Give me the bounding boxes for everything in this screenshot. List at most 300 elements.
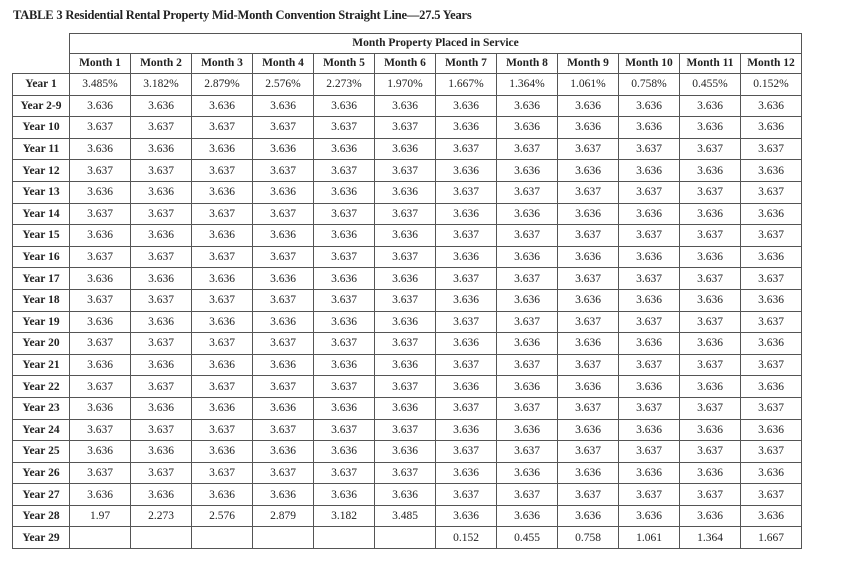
table-cell: 3.636 <box>314 397 375 419</box>
table-cell: 3.636 <box>497 95 558 117</box>
table-cell: 3.637 <box>253 462 314 484</box>
table-cell: 3.637 <box>375 246 436 268</box>
column-header: Month 5 <box>314 54 375 74</box>
table-cell: 3.636 <box>314 311 375 333</box>
table-cell: 3.485 <box>375 505 436 527</box>
row-label: Year 25 <box>13 441 70 463</box>
row-label: Year 17 <box>13 268 70 290</box>
table-cell: 3.637 <box>558 268 619 290</box>
table-row <box>13 225 802 247</box>
table-cell: 3.637 <box>619 484 680 506</box>
table-cell: 3.636 <box>253 268 314 290</box>
row-label: Year 27 <box>13 484 70 506</box>
table-cell: 3.636 <box>70 181 131 203</box>
table-cell: 0.152 <box>436 527 497 549</box>
table-cell: 3.637 <box>558 181 619 203</box>
row-label: Year 18 <box>13 289 70 311</box>
table-cell: 3.636 <box>680 505 741 527</box>
table-cell: 1.364 <box>680 527 741 549</box>
table-cell <box>314 527 375 549</box>
table-cell: 3.636 <box>497 160 558 182</box>
table-cell: 3.636 <box>741 505 802 527</box>
table-cell: 3.636 <box>375 95 436 117</box>
table-cell: 3.637 <box>70 160 131 182</box>
table-cell: 1.061 <box>619 527 680 549</box>
table-cell: 3.636 <box>192 484 253 506</box>
table-cell: 3.637 <box>436 225 497 247</box>
table-cell: 3.637 <box>497 354 558 376</box>
table-cell: 3.636 <box>436 160 497 182</box>
table-row <box>13 138 802 160</box>
table-cell: 0.455 <box>497 527 558 549</box>
table-cell: 3.636 <box>436 462 497 484</box>
table-cell: 3.485% <box>70 74 131 96</box>
table-cell: 3.636 <box>741 95 802 117</box>
table-row <box>13 376 802 398</box>
table-cell: 3.636 <box>619 203 680 225</box>
table-cell: 3.636 <box>558 160 619 182</box>
table-cell: 3.637 <box>497 181 558 203</box>
table-cell: 3.637 <box>558 138 619 160</box>
table-cell: 2.273% <box>314 74 375 96</box>
table-cell: 3.636 <box>192 225 253 247</box>
table-cell: 3.636 <box>253 311 314 333</box>
table-cell: 3.636 <box>314 441 375 463</box>
table-cell: 3.637 <box>70 246 131 268</box>
table-cell: 3.636 <box>436 376 497 398</box>
table-row <box>13 505 802 527</box>
table-cell: 3.637 <box>558 441 619 463</box>
table-cell: 3.637 <box>680 354 741 376</box>
table-cell: 3.636 <box>70 95 131 117</box>
table-cell: 3.637 <box>375 160 436 182</box>
table-cell: 3.637 <box>436 181 497 203</box>
column-header: Month 9 <box>558 54 619 74</box>
table-cell: 2.879% <box>192 74 253 96</box>
table-cell: 3.636 <box>131 311 192 333</box>
table-cell: 3.637 <box>70 117 131 139</box>
table-cell: 3.636 <box>131 181 192 203</box>
table-cell: 3.636 <box>558 505 619 527</box>
table-cell: 3.637 <box>131 419 192 441</box>
table-cell: 3.637 <box>619 138 680 160</box>
table-cell: 3.637 <box>314 419 375 441</box>
table-cell: 3.637 <box>375 203 436 225</box>
table-cell: 3.637 <box>497 441 558 463</box>
table-cell: 3.636 <box>253 354 314 376</box>
table-cell: 3.637 <box>741 181 802 203</box>
table-cell: 3.637 <box>680 441 741 463</box>
table-cell: 3.636 <box>314 138 375 160</box>
table-cell: 3.636 <box>192 311 253 333</box>
table-cell: 3.636 <box>436 117 497 139</box>
table-cell: 3.636 <box>131 138 192 160</box>
table-cell: 3.636 <box>375 484 436 506</box>
table-row <box>13 117 802 139</box>
table-cell: 3.636 <box>131 354 192 376</box>
table-cell: 3.636 <box>375 268 436 290</box>
table-cell: 3.637 <box>680 225 741 247</box>
table-cell: 3.637 <box>436 268 497 290</box>
table-cell: 3.636 <box>619 505 680 527</box>
table-cell: 3.636 <box>680 95 741 117</box>
table-cell: 3.637 <box>741 484 802 506</box>
table-cell: 3.637 <box>70 289 131 311</box>
row-label: Year 22 <box>13 376 70 398</box>
table-row <box>13 311 802 333</box>
column-header: Month 10 <box>619 54 680 74</box>
table-cell: 3.636 <box>558 246 619 268</box>
table-cell: 3.636 <box>497 376 558 398</box>
column-header: Month 3 <box>192 54 253 74</box>
table-row <box>13 397 802 419</box>
table-cell: 3.637 <box>314 333 375 355</box>
table-cell: 3.636 <box>497 203 558 225</box>
table-body <box>13 74 802 549</box>
row-label: Year 16 <box>13 246 70 268</box>
table-row <box>13 462 802 484</box>
table-cell: 3.637 <box>314 462 375 484</box>
table-cell: 3.636 <box>497 505 558 527</box>
table-cell: 3.636 <box>558 203 619 225</box>
table-cell: 3.636 <box>497 333 558 355</box>
table-cell: 3.637 <box>436 138 497 160</box>
table-cell: 3.637 <box>619 225 680 247</box>
table-cell: 0.152% <box>741 74 802 96</box>
table-cell: 3.636 <box>314 354 375 376</box>
table-cell: 3.636 <box>741 462 802 484</box>
table-cell: 3.636 <box>192 397 253 419</box>
table-cell: 3.636 <box>253 225 314 247</box>
row-label: Year 23 <box>13 397 70 419</box>
table-cell: 3.636 <box>619 376 680 398</box>
row-label: Year 11 <box>13 138 70 160</box>
table-cell: 3.637 <box>253 289 314 311</box>
table-cell <box>375 527 436 549</box>
table-cell: 3.636 <box>741 246 802 268</box>
table-cell <box>131 527 192 549</box>
table-cell: 3.636 <box>558 95 619 117</box>
table-cell: 1.97 <box>70 505 131 527</box>
table-cell: 2.576% <box>253 74 314 96</box>
table-cell: 3.636 <box>680 203 741 225</box>
row-label: Year 19 <box>13 311 70 333</box>
table-cell: 1.667 <box>741 527 802 549</box>
table-cell: 3.637 <box>741 268 802 290</box>
table-cell: 3.636 <box>192 268 253 290</box>
table-cell: 3.636 <box>192 181 253 203</box>
table-cell: 3.636 <box>619 419 680 441</box>
table-cell: 3.637 <box>131 289 192 311</box>
table-cell: 3.636 <box>314 268 375 290</box>
table-cell: 3.636 <box>619 117 680 139</box>
table-cell: 3.637 <box>497 397 558 419</box>
table-cell: 3.637 <box>375 376 436 398</box>
table-cell: 3.636 <box>375 138 436 160</box>
column-header-row <box>13 54 802 74</box>
table-cell: 3.637 <box>436 484 497 506</box>
table-cell: 3.637 <box>436 354 497 376</box>
table-row <box>13 333 802 355</box>
table-cell: 3.637 <box>436 397 497 419</box>
table-cell: 3.636 <box>253 138 314 160</box>
row-label: Year 10 <box>13 117 70 139</box>
table-cell: 3.637 <box>558 484 619 506</box>
table-cell: 3.637 <box>558 397 619 419</box>
table-cell: 3.637 <box>192 289 253 311</box>
table-cell: 1.061% <box>558 74 619 96</box>
table-cell: 3.636 <box>741 333 802 355</box>
table-cell: 3.637 <box>619 181 680 203</box>
table-cell: 3.636 <box>497 246 558 268</box>
table-cell: 3.636 <box>314 95 375 117</box>
table-cell: 3.637 <box>192 160 253 182</box>
table-cell: 3.637 <box>253 376 314 398</box>
table-cell: 3.637 <box>131 376 192 398</box>
table-cell: 3.637 <box>619 397 680 419</box>
table-cell: 3.637 <box>680 268 741 290</box>
table-cell: 3.637 <box>558 354 619 376</box>
table-cell: 3.637 <box>680 181 741 203</box>
table-cell: 3.636 <box>680 246 741 268</box>
table-cell: 3.637 <box>253 117 314 139</box>
table-cell: 3.636 <box>253 95 314 117</box>
table-cell: 3.636 <box>436 203 497 225</box>
table-cell: 3.636 <box>619 160 680 182</box>
row-label: Year 2-9 <box>13 95 70 117</box>
row-label: Year 20 <box>13 333 70 355</box>
table-cell: 3.636 <box>680 462 741 484</box>
table-cell: 3.636 <box>375 225 436 247</box>
table-cell: 3.636 <box>436 246 497 268</box>
table-cell <box>70 527 131 549</box>
row-label: Year 26 <box>13 462 70 484</box>
table-cell: 3.636 <box>131 397 192 419</box>
column-header: Month 2 <box>131 54 192 74</box>
table-cell: 3.636 <box>192 441 253 463</box>
table-cell: 3.636 <box>375 311 436 333</box>
table-cell: 3.636 <box>558 462 619 484</box>
table-cell: 3.636 <box>680 160 741 182</box>
table-cell: 3.637 <box>314 160 375 182</box>
table-cell: 3.636 <box>680 117 741 139</box>
table-cell: 3.636 <box>375 397 436 419</box>
table-cell: 3.636 <box>680 376 741 398</box>
table-cell: 3.636 <box>314 181 375 203</box>
table-cell: 3.636 <box>497 462 558 484</box>
table-cell: 3.636 <box>131 484 192 506</box>
table-cell: 3.637 <box>131 246 192 268</box>
table-cell: 3.637 <box>619 354 680 376</box>
column-header: Month 12 <box>741 54 802 74</box>
table-cell: 3.637 <box>497 268 558 290</box>
row-label: Year 21 <box>13 354 70 376</box>
table-cell: 3.636 <box>70 268 131 290</box>
table-cell: 3.637 <box>375 289 436 311</box>
table-cell: 3.636 <box>619 95 680 117</box>
table-cell: 3.637 <box>70 462 131 484</box>
table-cell: 3.636 <box>497 117 558 139</box>
table-row <box>13 268 802 290</box>
table-cell: 3.637 <box>192 246 253 268</box>
table-cell: 3.636 <box>497 289 558 311</box>
table-cell: 3.636 <box>192 138 253 160</box>
column-header: Month 6 <box>375 54 436 74</box>
table-cell: 3.637 <box>375 462 436 484</box>
table-cell: 3.637 <box>131 160 192 182</box>
table-cell: 3.636 <box>436 95 497 117</box>
table-cell: 3.637 <box>192 419 253 441</box>
table-cell: 3.637 <box>741 354 802 376</box>
table-row <box>13 181 802 203</box>
table-cell: 3.637 <box>70 203 131 225</box>
depreciation-table <box>12 33 802 549</box>
table-cell: 3.637 <box>619 268 680 290</box>
table-cell: 3.637 <box>314 376 375 398</box>
table-cell: 3.182 <box>314 505 375 527</box>
table-row <box>13 419 802 441</box>
table-cell: 3.636 <box>741 203 802 225</box>
table-cell: 3.637 <box>497 138 558 160</box>
table-cell: 3.636 <box>619 333 680 355</box>
table-cell: 3.636 <box>741 117 802 139</box>
table-row <box>13 527 802 549</box>
table-cell: 3.637 <box>619 311 680 333</box>
table-cell: 3.637 <box>314 246 375 268</box>
table-cell: 3.182% <box>131 74 192 96</box>
table-cell: 3.637 <box>741 311 802 333</box>
table-cell: 3.637 <box>741 441 802 463</box>
table-cell: 3.637 <box>680 484 741 506</box>
table-cell: 3.637 <box>192 376 253 398</box>
table-cell: 3.637 <box>70 333 131 355</box>
table-cell: 3.636 <box>436 419 497 441</box>
table-cell: 3.636 <box>70 397 131 419</box>
group-header-row <box>13 34 802 54</box>
table-title: TABLE 3 Residential Rental Property Mid-Month Convention Straight Line—27.5 Years <box>13 8 472 22</box>
table-cell: 3.636 <box>192 95 253 117</box>
table-cell: 3.636 <box>558 376 619 398</box>
group-header: Month Property Placed in Service <box>70 34 802 54</box>
table-cell: 3.636 <box>619 246 680 268</box>
table-cell: 3.636 <box>680 333 741 355</box>
table-cell: 3.637 <box>375 419 436 441</box>
table-cell: 3.636 <box>70 225 131 247</box>
table-cell: 3.637 <box>619 441 680 463</box>
row-label: Year 13 <box>13 181 70 203</box>
table-cell: 3.637 <box>192 117 253 139</box>
table-cell: 3.636 <box>741 376 802 398</box>
table-cell: 3.636 <box>131 225 192 247</box>
table-cell: 3.636 <box>619 462 680 484</box>
table-row <box>13 289 802 311</box>
table-cell: 0.758 <box>558 527 619 549</box>
column-header: Month 11 <box>680 54 741 74</box>
table-cell: 3.636 <box>253 484 314 506</box>
table-row <box>13 441 802 463</box>
table-cell <box>192 527 253 549</box>
table-cell: 3.637 <box>741 397 802 419</box>
corner-blank <box>13 34 70 74</box>
table-cell: 3.636 <box>131 268 192 290</box>
table-cell: 3.636 <box>70 311 131 333</box>
table-cell: 1.364% <box>497 74 558 96</box>
table-cell: 3.637 <box>192 462 253 484</box>
table-cell: 3.637 <box>558 225 619 247</box>
table-cell: 2.879 <box>253 505 314 527</box>
table-row <box>13 354 802 376</box>
table-cell: 3.636 <box>436 333 497 355</box>
table-cell: 3.637 <box>314 289 375 311</box>
table-cell: 3.637 <box>192 333 253 355</box>
table-cell: 3.637 <box>436 441 497 463</box>
column-header: Month 4 <box>253 54 314 74</box>
table-row <box>13 160 802 182</box>
table-cell: 3.636 <box>253 181 314 203</box>
table-cell: 3.637 <box>680 397 741 419</box>
table-cell: 3.637 <box>253 160 314 182</box>
table-row <box>13 74 802 96</box>
column-header: Month 8 <box>497 54 558 74</box>
table-cell <box>253 527 314 549</box>
table-cell: 3.636 <box>680 419 741 441</box>
table-cell: 3.637 <box>253 246 314 268</box>
row-label: Year 15 <box>13 225 70 247</box>
table-cell: 3.636 <box>375 354 436 376</box>
table-cell: 3.637 <box>375 117 436 139</box>
table-cell: 3.637 <box>497 225 558 247</box>
table-cell: 3.637 <box>436 311 497 333</box>
table-cell: 3.637 <box>253 333 314 355</box>
row-label: Year 24 <box>13 419 70 441</box>
table-cell: 3.637 <box>131 117 192 139</box>
table-cell: 3.637 <box>314 203 375 225</box>
table-cell: 3.636 <box>131 441 192 463</box>
table-cell: 3.637 <box>253 419 314 441</box>
table-cell: 3.636 <box>558 117 619 139</box>
table-cell: 3.637 <box>741 138 802 160</box>
table-cell: 3.636 <box>253 397 314 419</box>
table-cell: 3.637 <box>497 311 558 333</box>
table-cell: 3.637 <box>253 203 314 225</box>
row-label: Year 28 <box>13 505 70 527</box>
table-cell: 2.576 <box>192 505 253 527</box>
row-label: Year 1 <box>13 74 70 96</box>
table-cell: 1.970% <box>375 74 436 96</box>
table-cell: 3.636 <box>497 419 558 441</box>
table-cell: 3.636 <box>436 505 497 527</box>
table-cell: 3.637 <box>741 225 802 247</box>
column-header: Month 7 <box>436 54 497 74</box>
table-cell: 1.667% <box>436 74 497 96</box>
table-cell: 3.636 <box>741 289 802 311</box>
table-cell: 3.637 <box>558 311 619 333</box>
table-cell: 3.637 <box>375 333 436 355</box>
table-cell: 3.637 <box>70 419 131 441</box>
row-label: Year 29 <box>13 527 70 549</box>
table-cell: 3.636 <box>436 289 497 311</box>
table-cell: 3.637 <box>131 333 192 355</box>
table-cell: 3.637 <box>131 203 192 225</box>
table-cell: 0.455% <box>680 74 741 96</box>
table-cell: 3.637 <box>497 484 558 506</box>
table-cell: 0.758% <box>619 74 680 96</box>
table-cell: 3.637 <box>680 311 741 333</box>
table-cell: 3.636 <box>70 484 131 506</box>
table-cell: 3.636 <box>314 225 375 247</box>
table-cell: 3.636 <box>375 181 436 203</box>
table-cell: 3.636 <box>70 138 131 160</box>
